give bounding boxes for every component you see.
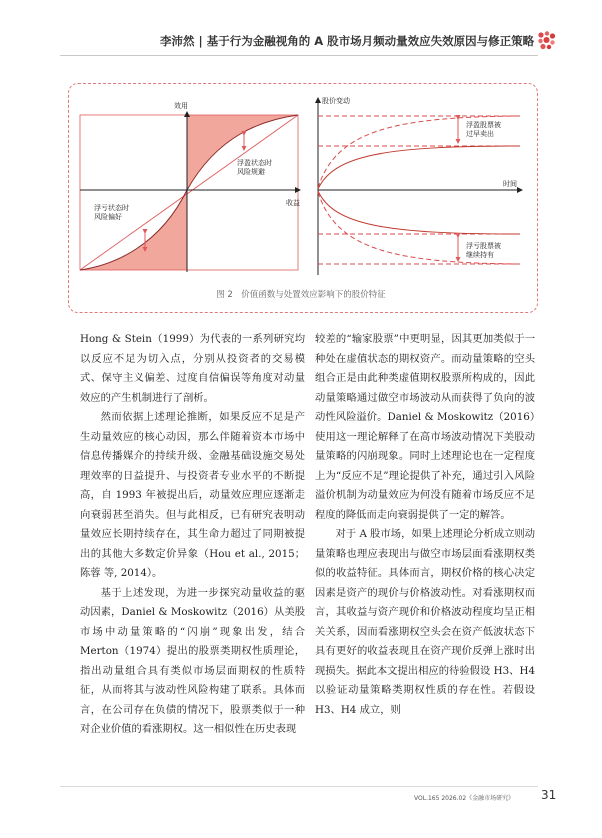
lower-solid-curve bbox=[318, 191, 520, 234]
figure-diagram bbox=[0, 0, 602, 300]
gain-region bbox=[187, 115, 298, 190]
left-x-axis-label: 收益 bbox=[286, 199, 300, 207]
paragraph: 对于 A 股市场，如果上述理论分析成立则动量策略也理应表现出与做空市场层面看涨期权类似的收益特征。具体而言，期权价格的核心决定因素是资产的现价与价格波动性。对看涨期权而言，其收益与资产现价和价格波动程度均呈正相关关系，因而看涨期权空头会在资产低波状态下具有更好的收益表现且在资产现价反弹上涨时出现损失。据此本文提出相应的待验假设 H3、H4 以验证动量策略类期权性质的存在性。若假设 H3、H4 成立，则 bbox=[315, 528, 535, 716]
lower-label-line1: 浮亏股票被 bbox=[466, 242, 501, 250]
loss-label-line1: 浮亏状态时 bbox=[94, 204, 129, 212]
running-header-title: 李沛然 | 基于行为金融视角的 A 股市场月频动量效应失效原因与修正策略 bbox=[160, 34, 535, 48]
upper-label-line1: 浮盈股票被 bbox=[466, 121, 501, 129]
paragraph: 然而依据上述理论推断，如果反应不足是产生动量效应的核心动因，那么伴随着资本市场中信息传播媒介的持续升级、金融基础设施交易处理效率的日益提升、与投资者专业水平的不断提高，自 1993 年被提出后，动量效应理应逐渐走向衰弱甚至消失。但与此相反，已有研究表明动量效应长期持续存在，其生命力超过了同期被提出的其他大多数定价异象（Hou et al., 2015；陈蓉 等, 2014）。 bbox=[80, 411, 305, 579]
upper-solid-curve bbox=[318, 146, 520, 189]
value-function-chart bbox=[80, 101, 300, 272]
body-column-right bbox=[315, 330, 535, 720]
figure-caption: 图 2 价值函数与处置效应影响下的股价特征 bbox=[216, 290, 386, 300]
right-y-axis-label: 股价变动 bbox=[322, 97, 350, 105]
paragraph: 较差的“输家股票”中更明显，因其更加类似于一种处在虚值状态的期权资产。而动量策略的空头组合正是由此种类虚值期权股票所构成的，因此动量策略通过做空市场波动从而获得了负向的波动性风险溢价。Daniel & Moskowitz（2016）使用这一理论解释了在高市场波动情况下美股动量策略的闪崩现象。同时上述理论也在一定程度上为“反应不足”理论提供了补充，通过引入风险溢价机制为动量效应为何没有随着市场反应不足程度的降低而走向衰弱提供了一定的解答。 bbox=[315, 333, 535, 521]
right-x-axis-label: 时间 bbox=[503, 180, 517, 188]
paragraph: Hong & Stein（1999）为代表的一系列研究均以反应不足为切入点，分别从投资者的交易模式、保守主义偏差、过度自信偏误等角度对动量效应的产生机制进行了剖析。 bbox=[80, 333, 305, 404]
loss-region bbox=[80, 190, 187, 270]
upper-label-line2: 过早卖出 bbox=[466, 130, 494, 138]
footer-divider bbox=[60, 786, 538, 787]
price-dynamics-chart bbox=[318, 96, 522, 275]
left-y-axis-label: 效用 bbox=[174, 102, 188, 110]
footer-journal: VOL.165 2026.02《金融市场研究》 bbox=[414, 795, 515, 802]
body-column-left bbox=[80, 330, 305, 740]
lower-label-line2: 继续持有 bbox=[466, 251, 494, 259]
gain-label-line1: 浮盈状态时 bbox=[237, 159, 272, 167]
gain-label-line2: 风险规避 bbox=[237, 168, 265, 176]
paragraph: 基于上述发现，为进一步探究动量收益的驱动因素，Daniel & Moskowitz（2016）从美股市场中动量策略的“闪崩”现象出发，结合 Merton（1974）提出的股票类期权性质理论，指出动量组合具有类似市场层面期权的性质特征，从而将其与波动性风险构建了联系。具体而言，在公司存在负债的情况下，股票类似于一种对企业价值的看涨期权。这一相似性在历史表现 bbox=[80, 586, 305, 735]
loss-label-line2: 风险偏好 bbox=[94, 213, 122, 221]
page-number: 31 bbox=[541, 788, 557, 802]
